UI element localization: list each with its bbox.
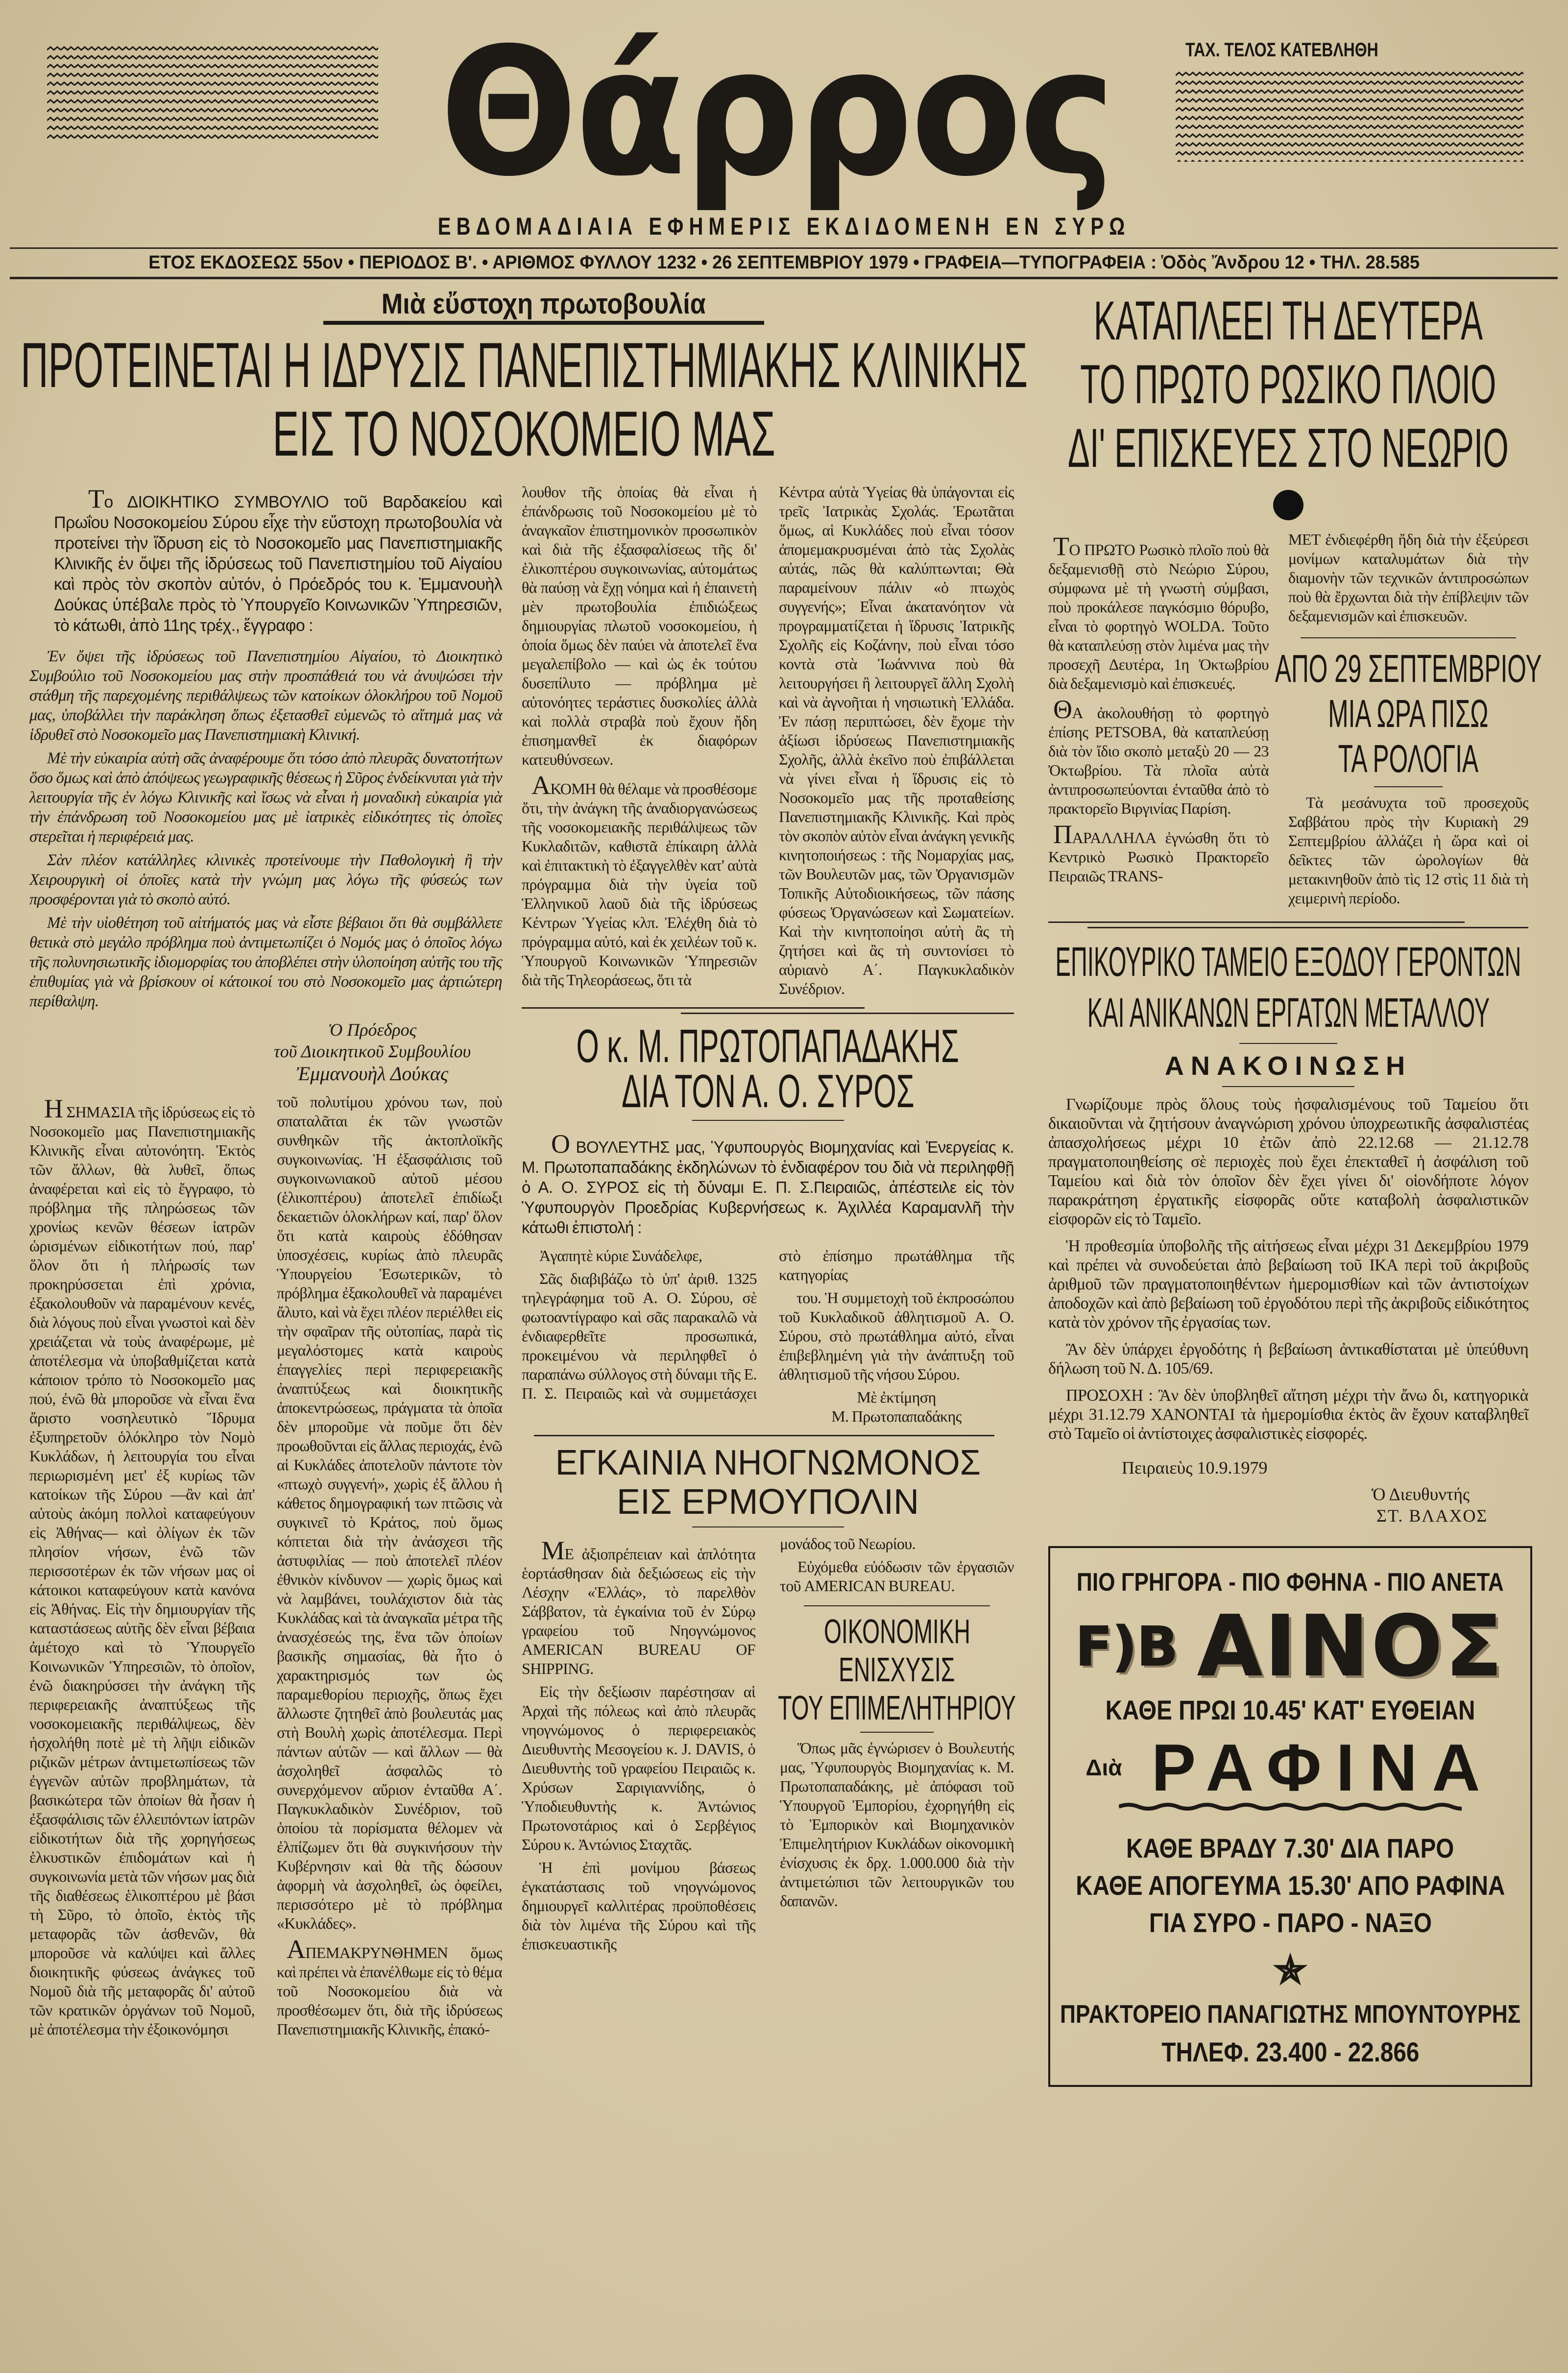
paragraph: θὰ θέλαμε νὰ προσθέσομε ὅτι, τὴν ἀνάγκη τῆς ἀναδιοργανώσεως τῆς νοσοκομειακῆς περιθάλψεως τῶν Κυκλαδιτῶν, καθιστᾶ ἐπίκαιρη ἀλλὰ καὶ ἐπιτακτικὴ τὸ ἐξαγγελθὲν κατ' αὐτὰ πρόγραμμα διὰ τὴν ὑγεία τοῦ Ἑλληνικοῦ λαοῦ διὰ τῆς ἱδρύσεως Κέντρων Ὑγείας κλπ. Ἐλέχθη διὰ τὸ πρόγραμμα αὐτό, καὶ ἐκ χειλέων τοῦ κ. Ὑπουργοῦ Κοινωνικῶν Ὑπηρεσιῶν διὰ τῆς Τηλεοράσεως, ὅτι τὰ [522,780,757,989]
notice-title [1048,1051,1528,1081]
lead-in-caps: Ε [564,1545,574,1563]
drop-cap: Ο [551,1129,570,1159]
protopapadakis-intro [522,1128,1014,1241]
drop-cap: Θ [1053,695,1072,724]
headline-text: ΕΠΙΚΟΥΡΙΚΟ ΤΑΜΕΙΟ ΕΞΟΔΟΥ ΓΕΡΟΝΤΩΝ [1055,939,1521,985]
paragraph: Εὐχόμεθα εὐόδωσιν τῶν ἐργασιῶν τοῦ AMERICAN BUREAU. [780,1558,1014,1595]
headline-text: ΠΡΟΤΕΙΝΕΤΑΙ Η ΙΔΡΥΣΙΣ ΠΑΝΕΠΙΣΤΗΜΙΑΚΗΣ ΚΛΙΝΙΚΗΣ [21,329,1028,401]
lead-in-caps: ΒΟΥΛΕΥΤΗΣ [570,1138,670,1156]
headline-text: ΕΝΙΣΧΥΣΙΣ [839,1650,955,1689]
paragraph: λουθον τῆς ὁποίας θὰ εἶναι ἡ ἐπάνδρωσις τοῦ Νοσοκομείου μὲ τὸ ἀναγκαῖον ἐπιστημονικὸν προσωπικὸν καὶ διὰ τῆς ἐξασφαλίσεως τῆς δι' ἑλικοπτέρου συγκοινωνίας, αὐτομάτως θὰ παύσῃ νὰ ἔχῃ νόημα καὶ ἡ ἐπαινετὴ μὲν πρωτοβουλία ἐπιδιώξεως δημιουργίας πλωτοῦ νοσοκομείου, ἡ ὁποία ὅμως δὲν παύει νὰ ἀποτελεῖ ἕνα μεγαλεπίβολο — καὶ ὡς ἐκ τούτου δυσεπίλυτο — πρόβλημα μὲ αὐτονόητες τεράστιες δυσκολίες ἀλλὰ καὶ πολλὰ στραβὰ ποὺ ἔχουν ἤδη ἐπισημανθεῖ ἐκ διαφόρων κατευθύνσεων. [522,483,757,768]
masthead-logo [421,10,1132,215]
divider [10,277,1558,279]
divider [10,247,1558,249]
drop-cap: Τ [1053,532,1069,561]
chamber-headline [780,1612,1014,1727]
lead-headline-line-2 [10,398,1038,469]
russian-ship-column-1 [1048,530,1269,912]
ad-schedule-line: ΚΑΘΕ ΒΡΑΔΥ 7.30' ΔΙΑ ΠΑΡΟ [1126,1832,1454,1864]
russian-ship-column-2 [1275,530,1542,912]
drop-cap: Α [531,771,551,800]
ad-schedule-line: ΚΑΘΕ ΠΡΩΙ 10.45' ΚΑΤ' ΕΥΘΕΙΑΝ [1105,1694,1475,1725]
egkainia-columns [522,1534,1014,1958]
headline-text: ΕΙΣ ΤΟ ΝΟΣΟΚΟΜΕΙΟ ΜΑΣ [272,398,776,469]
fund-notice-body [1048,1095,1528,1447]
masthead-subtitle [0,212,1568,241]
kicker-text: Μιὰ εὔστοχη πρωτοβουλία [381,288,706,320]
lead-left-stack [29,483,502,2043]
ad-schedule-line: ΚΑΘΕ ΑΠΟΓΕΥΜΑ 15.30' ΑΠΟ ΡΑΦΙΝΑ [1075,1869,1505,1901]
signature-org: τοῦ Διοικητικοῦ Συμβουλίου [273,1041,471,1061]
issue-info-bar [0,251,1568,274]
letter-paragraph: Μὲ τὴν εὐκαιρία αὐτὴ σᾶς ἀναφέρουμε ὅτι τόσο ἀπὸ πλευρᾶς δυνατοτήτων ὅσο ὅμως καὶ ἀπὸ ἀπόψεως γεωγραφικῆς θέσεως ἡ Σῦρος ἐνδείκνυται γιὰ τὴν λειτουργία τῆς ἐν λόγω Κλινικῆς καὶ ἴσως νὰ εἶναι ἡ μοναδικὴ εὐκαιρία γιὰ τὴν ἐπάνδρωση τοῦ Νοσοκομείου μας μὲ ἰατρικὲς εἰδικότητες τὶς ὁποῖες στερεῖται ἡ περιφέρειά μας. [29,750,502,846]
paragraph: Εἰς τὴν δεξίωσιν παρέστησαν αἱ Ἀρχαὶ τῆς πόλεως καὶ ἀπὸ πλευρᾶς νηογνώμονος ὁ περιφερειακὸς Διευθυντὴς Μεσογείου κ. J. DAVIS, ὁ Διευθυντὴς τοῦ γραφείου Πειραιῶς κ. Χρύσων Σαριγιαννίδης, ὁ Ὑποδιευθυντὴς κ. Ἀντώνιος Πρωτονοτάριος καὶ ὁ Σερβέγιος Σύρου κ. Ἀντώνιος Σταχτᾶς. [522,1683,755,1853]
letter-paragraph: Μὲ τὴν υἱοθέτηση τοῦ αἰτήματός μας νὰ εἶστε βέβαιοι ὅτι θὰ συμβάλλετε θετικὰ στὸ μεγάλο πρόβλημα ποὺ ἀντιμετωπίζει ὁ Νομός μας ὁ ὁποῖος λόγω τῆς πολυνησιωτικῆς ἰδιομορφίας του ἀποβλέπει στὴν ὑλοποίηση αὐτῆς του τῆς ἐπιθυμίας γιὰ νὰ βρίσκουν οἱ κάτοικοί του στὸ Νοσοκομεῖο μας ἀρτιώτερη περίθαλψη. [29,914,502,1010]
lead-intro [29,483,502,640]
protopapadakis-headline-line-1 [522,1020,1014,1072]
divider [1301,637,1516,638]
paragraph: ἐγνώσθη ὅτι τὸ Κεντρικὸ Ρωσικὸ Πρακτορεῖο Πειραιῶς TRANS- [1048,829,1269,885]
ad-route: ΓΙΑ ΣΥΡΟ - ΠΑΡΟ - ΝΑΞΟ [1149,1907,1432,1938]
paragraph: μονάδος τοῦ Νεωρίου. [780,1535,916,1552]
egkainia-column-1 [522,1534,755,1958]
lead-columns-2-3 [522,483,1014,998]
paragraph: τοῦ πολυτίμου χρόνου των, ποὺ σπαταλᾶται ἐκ τῶν γνωστῶν συνθηκῶν τῆς ἀκτοπλοϊκῆς συγκοινωνίας. Ἡ ἐξασφάλισις τοῦ συγκοινωνιακοῦ αὐτοῦ μέσου (ἑλικοπτέρου) ἀποτελεῖ ἐπιδίωξι δεκαετιῶν ὁλοκλήρων καί, παρ' ὅλον ὅτι κατὰ καιροὺς ἐδόθησαν ὑποσχέσεις, κυρίως ἀπὸ πλευρᾶς Ὑπουργείου Ἐσωτερικῶν, τὸ πρόβλημα ἐξακολουθεῖ νὰ παραμένει ἄλυτο, καὶ νὰ ἔχει πλέον περιέλθει εἰς τὴν σφαῖραν τῆς οὐτοπίας, παρὰ τὶς μεγαλόστομες κατὰ καιροὺς ἐπαγγελίες περὶ περιφερειακῆς ἀναπτύξεως καὶ διοικητικῆς ἀποκεντρώσεως, πράγματα τὰ ὁποῖα δὲν μποροῦμε νὰ ποῦμε ὅτι δὲν προωθοῦνται εἰς ἄλλας περιοχάς, ἐνῶ αἱ Κυκλάδες ἀποτελοῦν πάντοτε τὸν «πτωχὸ συγγενή», χωρὶς ἐξ ἄλλου ἡ κάθετος δημογραφική των πτῶσις νὰ συγκινεῖ τὸ Κράτος, ποὺ ὅμως κόπτεται διὰ τὴν ἀνάσχεσι τῆς ἀστυφιλίας — ποὺ ἀποτελεῖ πλέον ἐθνικὸν κίνδυνον — χωρὶς ὅμως καὶ νὰ λαμβάνει, τουλάχιστον διὰ τὰς Κυκλάδας καὶ τὰ ἀναγκαῖα μέτρα τῆς ἀνασχέσεώς της, ἕνα τῶν ὁποίων βασικῆς σημασίας, θὰ ἦτο ὁ χαρακτηρισμός των ὡς παραμεθορίου περιοχῆς, ὅπως ἔχει ἄλλωστε ζητηθεῖ ἀπὸ βουλευτάς μας στὴ Βουλὴ χωρὶς ἀποτέλεσμα. Περὶ πάντων αὐτῶν — καὶ ἄλλων — θὰ ἀσχοληθεῖ ἀσφαλῶς τὸ συνερχόμενον αὔριον ἐνταῦθα Α΄. Παγκυκλαδικὸν Συνέδριον, τοῦ ὁποίου τὰ πορίσματα θέλομεν νὰ ἐλπίζωμεν ὅτι θὰ συγκινήσουν τὴν Κυβέρνησιν καὶ θὰ τῆς δώσουν ἀφορμὴ νὰ ἀσχοληθεῖ, ὡς ὀφείλει, περισσότερο μὲ τὸ πρόβλημα «Κυκλάδες». [277,1093,502,1932]
paragraph: Ὅπως μᾶς ἐγνώρισεν ὁ Βουλευτής μας, Ὑφυπουργὸς Βιομηχανίας κ. Μ. Πρωτοπαπαδάκης, μὲ ἀπόφασι τοῦ Ὑπουργοῦ Ἐμπορίου, ἐχορηγήθη εἰς τὸ Ἐμπορικὸν καὶ Βιομηχανικὸν Ἐπιμελητήριον Κυκλάδων οἰκονομικὴ ἐνίσχυσις ἐκ δρχ. 1.000.000 διὰ τὴν ἀντιμετώπισι τῶν λειτουργικῶν του δαπανῶν. [780,1739,1014,1910]
lead-kicker [323,287,764,325]
paragraph: ΜΕΤ ἐνδιεφέρθη ἤδη διὰ τὴν ἐξεύρεσι μονίμων καταλυμάτων διὰ τὴν διαμονὴν τῶν τεχνικῶν ἀντιπροσώπων ποὺ θὰ ἔρχωνται διὰ τὴν ἐπίβλεψιν τῶν δεξαμενισμῶν καὶ ἐπισκευῶν. [1288,531,1528,625]
drop-cap: Μ [541,1536,565,1565]
drop-cap: Η [44,1094,63,1123]
russian-ship-headline [1048,289,1528,480]
paragraph: ΠΡΟΣΟΧΗ : Ἂν δὲν ὑποβληθεῖ αἴτηση μέχρι τὴν ἄνω δι, κατηγορικὰ μέχρι 31.12.79 ΧΑΝΟΝΤΑΙ τὰ ἡμερομίσθια ἐκτὸς ἂν ἔχουν καταβληθεῖ στὸ Ταμεῖο οἱ ἀντίστοιχες ἀσφαλιστικὲς εἰσφορές. [1048,1386,1528,1443]
headline-text: ΚΑΤΑΠΛΕΕΙ ΤΗ ΔΕΥΤΕΡΑ [1093,290,1483,351]
egkainia-headline-line-1 [522,1443,1014,1482]
star-icon: ✯ [1274,1948,1307,1992]
paragraph: Ἡ ἐπὶ μονίμου βάσεως ἐγκατάστασις τοῦ νηογνώμονος δημιουργεῖ καλλιτέρας προϋποθέσεις διὰ τὸν λιμένα τῆς Σύρου καὶ τῆς ἐπισκευαστικῆς [522,1859,755,1953]
issue-info-text: ΕΤΟΣ ΕΚΔΟΣΕΩΣ 55ον • ΠΕΡΙΟΔΟΣ Β'. • ΑΡΙΘΜΟΣ ΦΥΛΛΟΥ 1232 • 26 ΣΕΠΤΕΜΒΡΙΟΥ 1979 • ΓΡΑΦΕΙΑ—ΤΥΠΟΓΡΑΦΕΙΑ : Ὁδὸς Ἄνδρου 12 • ΤΗΛ. 28.585 [148,252,1420,273]
paragraph: ἀκολουθήσῃ τὸ φορτηγὸ ἐπίσης PETSOBA, θὰ καταπλεύσῃ διὰ τὸν ἴδιο σκοπὸ μεταξὺ 20 — 23 Ὀκτωβρίου. Τὰ πλοῖα αὐτὰ ἀντιπροσωπεύονται ἐνταῦθα ἀπὸ τὸ πρακτορεῖο Βιργινίας Παρίση. [1048,704,1269,817]
letter-paragraph: Ἐν ὄψει τῆς ἱδρύσεως τοῦ Πανεπιστημίου Αἰγαίου, τὸ Διοικητικὸ Συμβούλιο τοῦ Νοσοκομείου μας στὴν προσπάθειά του νὰ ἀνυψώσει τὴν στάθμη τῆς παρεχομένης περιθάλψεως τῶν κατοίκων ὁλοκλήρου τοῦ Νομοῦ μας, ὑποβάλλει τὴν παράκληση ὅπως ἐξετασθεῖ εὐμενῶς τὸ αἴτημά μας νὰ ἱδρυθεῖ στὸ Νοσοκομεῖο μας Πανεπιστημιακὴ Κλινική. [29,648,502,744]
clocks-body [1288,793,1528,912]
egkainia-column-2 [780,1534,1014,1958]
closing: Μὲ ἐκτίμηση [857,1388,936,1406]
headline-text: ΚΑΙ ΑΝΙΚΑΝΩΝ ΕΡΓΑΤΩΝ ΜΕΤΑΛΛΟΥ [1087,990,1490,1036]
middle-stack [522,483,1014,1958]
drop-cap: Α [287,1935,306,1964]
headline-text: ΤΟΥ ΕΠΙΜΕΛΗΤΗΡΙΟΥ [778,1689,1016,1727]
headline-text: ΕΓΚΑΙΝΙΑ ΝΗΟΓΝΩΜΟΝΟΣ [555,1443,981,1482]
logo-text: Θάρρος [440,10,1113,215]
postage-paid-note [1185,39,1426,61]
ad-via: Διὰ [1086,1755,1122,1780]
salutation: Ἀγαπητὲ κύριε Συνάδελφε, [539,1247,702,1264]
lead-letter [29,647,502,1015]
paragraph: Σᾶς διαβιβάζω τὸ ὑπ' ἀριθ. 1325 τηλεγράφημα τοῦ Α. Ο. Σύρου, σὲ φωτοαντίγραφο καὶ σᾶς παρακαλῶ νὰ ἐνδιαφερθεῖτε προσωπικά, προκειμένου νὰ περιληφθεῖ ὁ παραπάνω σύλλογος στὴ δύναμι τῆς Ε. Π. Σ. Πειραιῶς καὶ νὰ συμμετάσχει στὸ ἐπίσημο πρωτάθλημα τῆς κατηγορίας [522,1247,1014,1402]
headline-text: ΔΙΑ ΤΟΝ Α. Ο. ΣΥΡΟΣ [621,1065,915,1117]
paragraph: τῆς ἱδρύσεως εἰς τὸ Νοσοκομεῖο μας Πανεπιστημιακῆς Κλινικῆς εἶναι αὐτονόητη. Ἐκτὸς τῶν ἄλλων, θὰ λυθεῖ, ὅπως ἀναφέρεται καὶ εἰς τὸ ἔγγραφο, τὸ πρόβλημα τῆς πληρώσεως τῶν χρονίως κενῶν θέσεων ἰατρῶν ὡρισμένων εἰδικοτήτων πού, παρ' ὅλον ὅτι ἡ πλήρωσίς των προκηρύσσεται ἐπὶ χρόνια, ἐξακολουθοῦν νὰ παραμένουν κενές, διὰ λόγους ποὺ εἶναι γνωστοὶ καὶ δὲν χρειάζεται νὰ τοὺς ἀναφέρωμε, μὲ ἀποτέλεσμα νὰ ὑποβαθμίζεται κατὰ κάποιον τρόπο τὸ Νοσοκομεῖο μας πού, ἐνῶ θὰ μποροῦσε νὰ εἶναι ἕνα ἄριστο νοσηλευτικὸ Ἵδρυμα ἐξυπηρετοῦν ὁλόκληρο τὸν Νομὸ Κυκλάδων, ἡ λειτουργία του εἶναι περιωρισμένη μετ' ἐξ κυρίως τῶν κατοίκων τῆς Σύρου —ἂν καὶ ἀπ' αὐτοὺς ἀκόμη πολλοὶ καταφεύγουν εἰς Ἀθήνας— καὶ ὀλίγων ἐκ τῶν πλησίον νήσων, ἐνῶ τῶν περισσοτέρων ἐκ τῶν νήσων μας οἱ κάτοικοι καταφεύγουν κατὰ κανόνα εἰς Ἀθήνας. Εἰς τὴν δημιουργίαν τῆς καταστάσεως αὐτῆς δὲν εἶναι βέβαια ἀμέτοχο καὶ τὸ Ὑπουργεῖο Κοινωνικῶν Ὑπηρεσιῶν, τὸ ὁποῖον, ἐνῶ διακηρύσσει τὴν ἀνάγκη τῆς περιφερειακῆς ἀναπτύξεως τῆς νοσοκομειακῆς περιθάλψεως, δὲν ἠσχολήθη ποτὲ μὲ τὴ λῆψι εἰδικῶν ριζικῶν μέτρων ἀντιμετωπίσεως τῶν ἐγγενῶν αὐτῶν προβλημάτων, τὰ βασικώτερα τῶν ὁποίων θὰ ἦσαν ἡ ἐξασφάλισις τῶν ἐλλειπόντων ἰατρῶν εἰδικοτήτων διὰ τῆς χορηγήσεως ἑλκυστικῶν ἐπιδομάτων καὶ ἡ συγκοινωνία μετὰ τῶν νήσων μας διὰ τῆς διαθέσεως ἑλικοπτέρου μὲ βάσι τὴ Σῦρο, τὸ ὁποῖο, ἐκτὸς τῆς μεταφορᾶς τῶν ἀσθενῶν, θὰ μποροῦσε νὰ καλύψει καὶ ἄλλες διοικητικῆς φύσεως ἀνάγκες τοῦ Νομοῦ διὰ τῆς μεταφορᾶς δι' αὐτοῦ τῶν κρατικῶν ὀργάνων τοῦ Νομοῦ, μὲ ἀποτέλεσμα τὴν ἐξοικονόμησι [29,1103,255,2038]
paragraph: του. Ἡ συμμετοχὴ τοῦ ἐκπροσώπου τοῦ Κυκλαδικοῦ ἀθλητισμοῦ Α. Ο. Σύρου, στὸ πρωτάθλημα αὐτό, εἶναι ἐπιβεβλημένη γιὰ τὴν ἀνάπτυξη τοῦ ἀθλητισμοῦ τῆς νήσου Σύρου. [779,1289,1014,1383]
headline-text: ΔΙ' ΕΠΙΣΚΕΥΕΣ ΣΤΟ ΝΕΩΡΙΟ [1068,417,1509,479]
signature: Μ. Πρωτοπαπαδάκης [831,1407,962,1425]
lead-in-caps: Α [1072,704,1083,722]
paragraph: ὅμως καὶ πρέπει νὰ ἐπανέλθωμε εἰς τὸ θέμα τοῦ Νοσοκομείου διὰ νὰ προσθέσωμεν ὅτι, διὰ τῆς ἱδρύσεως Πανεπιστημιακῆς Κλινικῆς, ἐπακό- [277,1944,502,2038]
lead-letter-signature [255,1019,490,1086]
signer-title: Ὁ Διευθυντής [1372,1484,1470,1504]
protopapadakis-headline-line-2 [522,1065,1014,1117]
ad-destination: ΡΑΦΙΝΑ [1151,1730,1495,1805]
fund-headline [1048,936,1528,1038]
clocks-headline [1275,646,1542,781]
paragraph: Ἂν δὲν ὑπάρχει ἐργοδότης ἡ βεβαίωση ἀντικαθίσταται μὲ ὑπεύθυνη δήλωση τοῦ Ν. Δ. 105/69. [1048,1340,1528,1378]
divider [1239,1043,1337,1044]
headline-text: ΤΑ ΡΟΛΟΓΙΑ [1338,737,1479,780]
lead-in-caps: ΑΡΑΛΛΗΛΑ [1072,829,1156,847]
divider [804,1605,990,1606]
divider [681,1013,1014,1014]
signer-name: ΣΤ. ΒΛΑΧΟΣ [1376,1506,1488,1526]
ship-name: ΑΙΝΟΣ [1197,1598,1505,1695]
signature-name: Ἐμμανουὴλ Δούκας [296,1063,449,1085]
lead-in-caps: Ο ΠΡΩΤΟ [1069,541,1135,558]
place-date: Πειραιεὺς 10.9.1979 [1122,1458,1268,1477]
drop-cap: Τ [88,484,104,513]
russian-ship-columns [1048,530,1542,912]
protopapadakis-letter [522,1246,1014,1426]
paragraph: Ἡ προθεσμία ὑποβολῆς τῆς αἰτήσεως εἶναι μέχρι 31 Δεκεμβρίου 1979 καὶ πρέπει νὰ συνοδεύεται ἀπὸ βεβαίωση τοῦ ΙΚΑ περὶ τοῦ ἀκριβοῦς ἀριθμοῦ τῶν πραγματοποιηθέντων ἡμερομισθίων καὶ τῶν ἀντιστοίχων ἀποδοχῶν καὶ ἀπὸ βεβαίωση τοῦ ἐργοδότου περὶ τῆς ἀκριβοῦς εἰδικότητος κατὰ τὸν χρόνον τῆς ἐργασίας των. [1048,1237,1528,1332]
bullet-dot [1273,490,1303,520]
chamber-body [780,1739,1014,1914]
ship-prefix: F)B [1075,1615,1178,1678]
paragraph: μας, Ὑφυπουργὸς Βιομηχανίας καὶ Ἐνεργείας κ. Μ. Πρωτοπαπαδάκης ἐκδηλώνων τὸ ἐνδιαφέρον του διὰ νὰ περιληφθῇ ὁ Α. Ο. ΣΥΡΟΣ εἰς τὴ δύναμι Ε. Π. Σ.Πειραιῶς, ἀπέστειλε εἰς τὸν Ὑφυπουργὸν Προεδρίας Κυβερνήσεως κ. Ἀχιλλέα Καραμανλῆ τὴν κάτωθι ἐπιστολή : [522,1138,1014,1236]
headline-text: ΤΟ ΠΡΩΤΟ ΡΩΣΙΚΟ ΠΛΟΙΟ [1080,354,1496,415]
lead-in-caps: ΣΗΜΑΣΙΑ [63,1103,135,1121]
zigzag-ornament-left [47,46,378,141]
paragraph: Γνωρίζουμε πρὸς ὅλους τοὺς ἠσφαλισμένους τοῦ Ταμείου ὅτι δικαιοῦνται νὰ ζητήσουν ἀναγνώριση χρόνου ὑποχρεωτικῆς ἀσφαλιστέας ἀπασχολήσεως μέχρι 10 ἐτῶν ἀπὸ 22.12.68 — 21.12.78 πραγματοποιηθείσης σὲ περιοχὲς ποὺ ἔχει ἐπεκταθεῖ ἡ ἀσφάλιση τοῦ Ταμείου καὶ διὰ τὸν ὁποῖον δὲν ἔχει γίνει δι' οἱονδήποτε λόγον παρακράτηση ἐργατικῆς εἰσφορᾶς οὔτε καταβολὴ ἀσφαλιστικῶν εἰσφορῶν εἰς τὸ Ταμεῖο. [1048,1095,1528,1228]
lead-in-caps: ΚΟΜΗ [550,780,596,798]
ad-phones: ΤΗΛΕΦ. 23.400 - 22.866 [1161,2036,1419,2067]
drop-cap: Π [1053,820,1072,849]
divider [1374,786,1443,787]
zigzag-ornament-right [1176,71,1523,162]
headline-text: Ο κ. Μ. ΠΡΩΤΟΠΑΠΑΔΑΚΗΣ [576,1020,960,1072]
divider [534,1435,994,1436]
notice-title-text: ΑΝΑΚΟΙΝΩΣΗ [1164,1051,1412,1081]
headline-text: ΑΠΟ 29 ΣΕΠΤΕΜΒΡΙΟΥ [1275,647,1542,690]
letter-paragraph: Σὰν πλέον κατάλληλες κλινικὲς προτείνουμε τὴν Παθολογικὴ ἢ τὴν Χειρουργικὴ οἱ ὁποῖες κατὰ τὴν γνώμη μας λόγω τῆς φύσεώς των προσφέρονται γιὰ τὸ σκοπὸ αὐτό. [29,851,502,908]
divider [1222,1086,1354,1087]
headline-text: ΜΙΑ ΩΡΑ ΠΙΣΩ [1328,692,1489,735]
paragraph: τοῦ Βαρδακείου καὶ Πρωΐου Νοσοκομείου Σύρου εἶχε τὴν εὔστοχη πρωτοβουλία νὰ προτείνει τὴν ἵδρυση εἰς τὸ Νοσοκομεῖο μας Πανεπιστημιακῆς Κλινικῆς ἐν ὄψει τῆς ἱδρύσεως τοῦ Πανεπιστημίου τοῦ Αἰγαίου καὶ πρὸς τὸν σκοπὸν αὐτόν, ὁ Πρόεδρός του κ. Ἐμμανουὴλ Δούκας ὑπέβαλε πρὸς τὸ Ὑπουργεῖο Κοινωνικῶν Ὑπηρεσιῶν, τὸ κάτωθι, ἀπὸ 11ης τρέχ., ἔγγραφο : [54,493,502,635]
lead-lower-columns [29,1092,502,2043]
headline-text: ΕΙΣ ΕΡΜΟΥΠΟΛΙΝ [616,1482,919,1522]
divider [1087,927,1528,928]
lead-headline-line-1 [10,329,1038,401]
paragraph: Κέντρα αὐτὰ Ὑγείας θὰ ὑπάγονται εἰς τρεῖς Ἰατρικὰς Σχολάς. Ἐρωτᾶται ὅμως, αἱ Κυκλάδες ποὺ εἶναι τόσον ἀπομεμακρυσμέναι ἀπὸ τὰς Σχολὰς αὐτάς, πῶς θὰ καλύπτωνται; Θὰ παραμείνουν πάλιν «ὁ πτωχὸς συγγενής»; Εἶναι ἀκατανόητον νὰ προγραμματίζεται ἡ ἵδρυσις Ἰατρικῆς Σχολῆς εἰς Κοζάνην, ποὺ εἶναι τόσο κοντὰ στὰ Ἰωάννινα ποὺ θὰ λειτουργήσει ἢ λειτουργεῖ ἄλλη Σχολὴ καὶ νὰ ἀγνοῆται ἡ νησιωτικὴ Ἑλλάδα. Ἐν πάσῃ περιπτώσει, δὲν ἔχομε τὴν ἀξίωσι ἱδρύσεως Πανεπιστημιακῆς Σχολῆς, ἀλλὰ ἐκεῖνο ποὺ ἐπιβάλλεται νὰ γίνει εἶναι ἡ ἵδρυσις εἰς τὸ Νοσοκομεῖο μας τῆς προταθείσης Πανεπιστημιακῆς Κλινικῆς. Καὶ πρὸς τὸν σκοπὸν αὐτὸν εἶναι ἀνάγκη γενικῆς κινητοποιήσεως : τῆς Νομαρχίας μας, τῶν Βουλευτῶν μας, τῶν Ὀργανισμῶν Τοπικῆς Αὐτοδιοικήσεως, τῶν πάσης φύσεως Ὀργανώσεων καὶ Σωματείων. Καὶ τὴν κινητοποίησι αὐτὴ ἂς τὴ ζητήσει καὶ ἂς τὴ συντονίσει τὸ αὐριανὸ Α΄. Παγκυκλαδικὸν Συνέδριον. [779,483,1014,997]
lead-in-caps: ο ΔΙΟΙΚΗΤΙΚΟ ΣΥΜΒΟΥΛΙΟ [104,493,329,511]
headline-text: ΟΙΚΟΝΟΜΙΚΗ [823,1612,970,1650]
divider [692,1120,844,1121]
ad-agency: ΠΡΑΚΤΟΡΕΙΟ ΠΑΝΑΓΙΩΤΗΣ ΜΠΟΥΝΤΟΥΡΗΣ [1060,2000,1521,2029]
subtitle-text: ΕΒΔΟΜΑΔΙΑΙΑ ΕΦΗΜΕΡΙΣ ΕΚΔΙΔΟΜΕΝΗ ΕΝ ΣΥΡΩ [437,213,1131,240]
paragraph: ἀξιοπρέπειαν καὶ ἁπλότητα ἑορτάσθησαν διὰ δεξιώσεως εἰς τὴν Λέσχην «Ἑλλάς», τὸ παρελθὸν Σάββατον, τὰ ἐγκαίνια τοῦ ἐν Σύρῳ γραφείου τοῦ Νηογνώμονος AMERICAN BUREAU OF SHIPPING. [522,1545,755,1677]
divider [692,1526,844,1527]
signature-title: Ὁ Πρόεδρος [328,1020,417,1040]
divider [1048,921,1465,923]
divider [860,1732,934,1733]
paragraph: Τὰ μεσάνυχτα τοῦ προσεχοῦς Σαββάτου πρὸς τὴν Κυριακὴ 29 Σεπτεμβρίου ἀλλάζει ἡ ὥρα καὶ οἱ δεῖκτες τῶν ὡρολογίων θὰ μετακινηθοῦν ἀπὸ τὶς 12 στὶς 11 διὰ τὴ χειμερινὴ περίοδο. [1288,794,1528,907]
egkainia-headline-line-2 [522,1482,1014,1522]
paragraph: Ρωσικὸ πλοῖο ποὺ θὰ δεξαμενισθῇ στὸ Νεώριο Σύρου, σύμφωνα μὲ τὴ γνωστὴ σύμβασι, ποὺ προκάλεσε παγκόσμιο θόρυβο, εἶναι τὸ φορτηγὸ WOLDA. Τοῦτο θὰ καταπλεύσῃ στὸν λιμένα μας τὴν προσεχῆ Δευτέρα, 1η Ὀκτωβρίου διὰ δεξαμενισμὸ καὶ ἐπισκευές. [1048,541,1269,692]
postage-text: ΤΑΧ. ΤΕΛΟΣ ΚΑΤΕΒΛΗΘΗ [1185,39,1378,61]
ferry-advertisement [1048,1546,1532,2087]
lead-in-caps: ΠΕΜΑΚΡΥΝΘΗΜΕΝ [305,1944,448,1961]
right-stack [1048,289,1542,2087]
ad-tagline: ΠΙΟ ΓΡΗΓΟΡΑ - ΠΙΟ ΦΘΗΝΑ - ΠΙΟ ΑΝΕΤΑ [1077,1568,1504,1597]
divider [522,1007,865,1009]
